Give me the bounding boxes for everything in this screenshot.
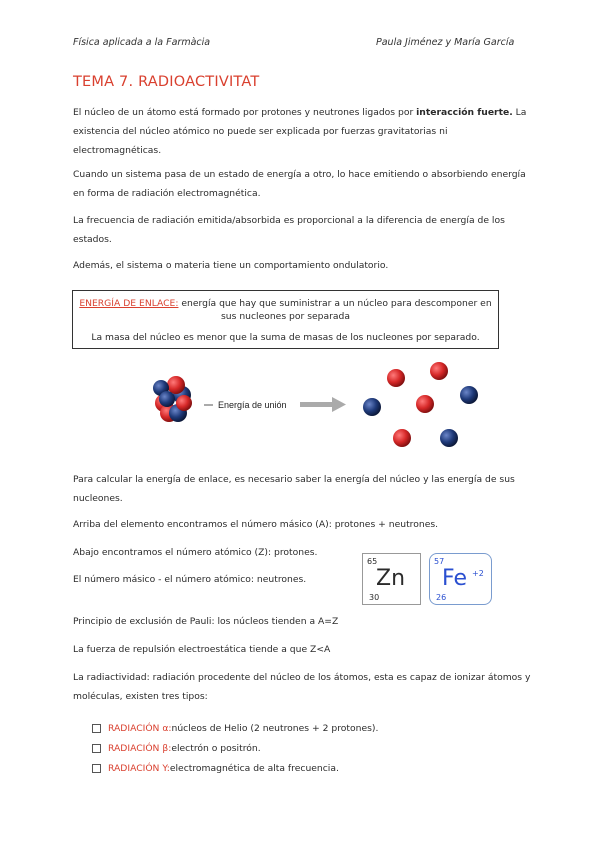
binding-energy-figure — [140, 355, 490, 455]
list-item — [92, 758, 378, 778]
paragraph-pauli: Principio de exclusión de Pauli: los núcleos tienden a A=Z — [73, 616, 339, 627]
p1-text-a: El núcleo de un átomo está formado por protones y neutrones ligados por — [73, 107, 417, 118]
p1-bold: interacción fuerte. — [416, 107, 513, 118]
checkbox-icon[interactable] — [92, 764, 101, 773]
radiation-alpha-text: núcleos de Helio (2 neutrones + 2 protones). — [171, 722, 379, 734]
element-zinc — [362, 553, 421, 605]
radiation-alpha-label: RADIACIÓN α: — [108, 722, 172, 734]
neutron — [363, 398, 381, 416]
header-left: Física aplicada a la Farmàcia — [73, 37, 211, 48]
arrow-icon — [300, 397, 346, 412]
proton — [387, 369, 405, 387]
list-item — [92, 718, 378, 738]
paragraph-binding-calc: Para calcular la energía de enlace, es necesario saber la energía del núcleo y las energía de sus nucleones. — [73, 474, 515, 504]
fe-mass-number: 57 — [434, 557, 445, 566]
proton — [167, 376, 185, 394]
definition-text: energía que hay que suministrar a un núcleo para descomponer en sus nucleones por separada — [178, 298, 492, 322]
paragraph-energy-states: Cuando un sistema pasa de un estado de energía a otro, lo hace emitiendo o absorbiendo energía en forma de radiación electromagnética. — [73, 169, 526, 199]
proton — [430, 362, 448, 380]
paragraph-atomic-number: Abajo encontramos el número atómico (Z): protones. — [73, 547, 318, 558]
proton — [393, 429, 411, 447]
binding-energy-label: Energía de unión — [218, 400, 287, 410]
paragraph-repulsion: La fuerza de repulsión electroestática tiende a que Z<A — [73, 644, 331, 655]
zn-symbol: Zn — [376, 566, 406, 591]
definition-line — [73, 297, 498, 323]
paragraph-wave: Además, el sistema o materia tiene un comportamiento ondulatorio. — [73, 260, 389, 271]
p1-text-b: La existencia del núcleo atómico no puede ser explicada por fuerzas gravitatorias ni electromagnéticas. — [73, 107, 527, 156]
nucleus-cluster — [153, 376, 192, 422]
radiation-gamma-label: RADIACIÓN Y: — [108, 762, 170, 774]
checkbox-icon[interactable] — [92, 744, 101, 753]
neutron — [440, 429, 458, 447]
paragraph-neutrons: El número másico - el número atómico: neutrones. — [73, 574, 307, 585]
checkbox-icon[interactable] — [92, 724, 101, 733]
radiation-gamma-text: electromagnética de alta frecuencia. — [169, 762, 339, 774]
paragraph-mass-number: Arriba del elemento encontramos el número másico (A): protones + neutrones. — [73, 519, 439, 530]
list-item — [92, 738, 378, 758]
paragraph-nucleus — [73, 103, 535, 160]
fe-atomic-number: 26 — [436, 593, 447, 602]
definition-term: ENERGÍA DE ENLACE: — [79, 298, 179, 309]
zn-mass-number: 65 — [367, 557, 378, 566]
header-right: Paula Jiménez y María García — [376, 37, 515, 48]
fe-symbol: Fe — [442, 566, 467, 591]
radiation-beta-text: electrón o positrón. — [171, 742, 261, 754]
fe-charge: +2 — [472, 569, 484, 578]
zn-atomic-number: 30 — [369, 593, 380, 602]
proton — [416, 395, 434, 413]
neutron — [159, 391, 175, 407]
paragraph-frequency: La frecuencia de radiación emitida/absorbida es proporcional a la diferencia de energía de los estados. — [73, 215, 505, 245]
neutron — [460, 386, 478, 404]
paragraph-radioactivity: La radiactividad: radiación procedente del núcleo de los átomos, esta es capaz de ionizar átomos y moléculas, existen tres tipos: — [73, 672, 531, 702]
radiation-beta-label: RADIACIÓN β: — [108, 742, 172, 754]
page-title: TEMA 7. RADIOACTIVITAT — [73, 74, 260, 90]
element-iron — [429, 553, 492, 605]
definition-box — [72, 290, 499, 349]
definition-note: La masa del núcleo es menor que la suma de masas de los nucleones por separado. — [91, 332, 480, 343]
radiation-list — [92, 718, 378, 778]
proton — [176, 395, 192, 411]
